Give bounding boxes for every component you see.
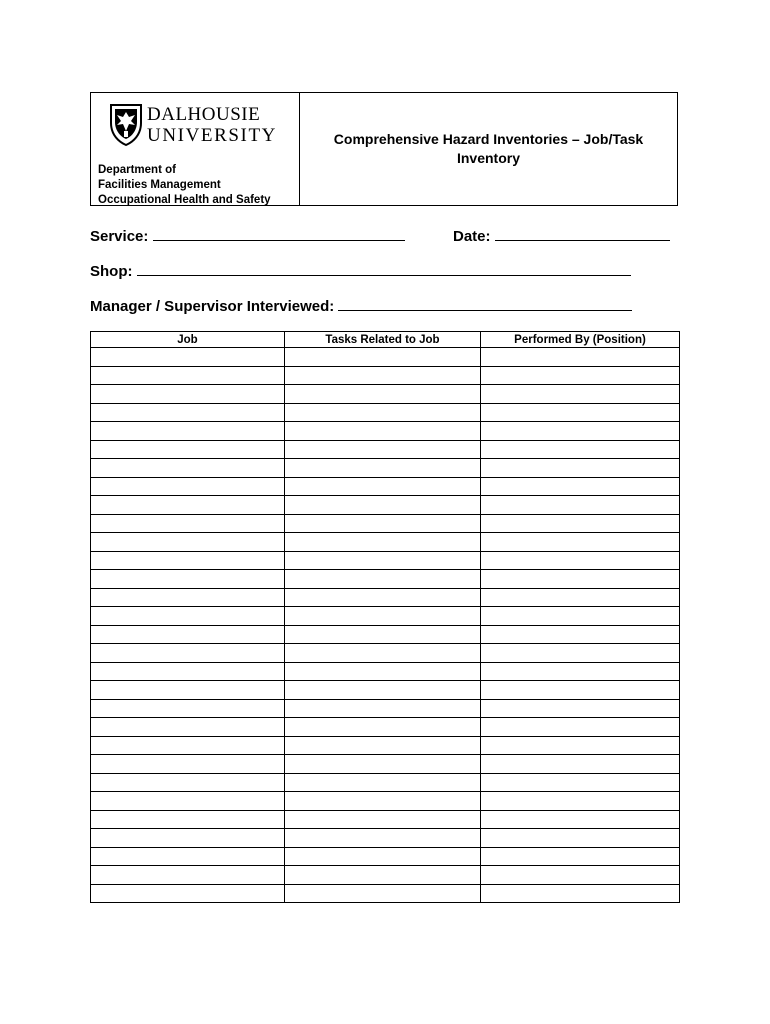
job-cell[interactable] [91,792,285,811]
tasks-cell[interactable] [285,385,481,404]
tasks-cell[interactable] [285,773,481,792]
performed-by-cell[interactable] [481,866,680,885]
job-cell[interactable] [91,625,285,644]
column-header-performed-by: Performed By (Position) [481,332,680,348]
job-cell[interactable] [91,718,285,737]
performed-by-cell[interactable] [481,403,680,422]
date-field[interactable] [453,226,670,245]
job-cell[interactable] [91,884,285,903]
tasks-cell[interactable] [285,884,481,903]
performed-by-cell[interactable] [481,625,680,644]
tasks-cell[interactable] [285,810,481,829]
tasks-cell[interactable] [285,847,481,866]
job-cell[interactable] [91,403,285,422]
manager-field[interactable] [90,296,632,315]
tasks-cell[interactable] [285,718,481,737]
table-row [91,607,680,626]
table-row [91,533,680,552]
performed-by-cell[interactable] [481,829,680,848]
tasks-cell[interactable] [285,625,481,644]
performed-by-cell[interactable] [481,348,680,367]
performed-by-cell[interactable] [481,366,680,385]
table-row [91,385,680,404]
table-row [91,662,680,681]
table-row [91,773,680,792]
tasks-cell[interactable] [285,699,481,718]
tasks-cell[interactable] [285,866,481,885]
table-row [91,829,680,848]
job-cell[interactable] [91,440,285,459]
table-row [91,866,680,885]
job-cell[interactable] [91,810,285,829]
table-row [91,477,680,496]
table-row [91,588,680,607]
performed-by-cell[interactable] [481,422,680,441]
manager-input-line[interactable] [338,296,632,311]
performed-by-cell[interactable] [481,644,680,663]
institution-block [91,93,300,205]
job-task-table [90,331,680,903]
tasks-cell[interactable] [285,792,481,811]
performed-by-cell[interactable] [481,773,680,792]
table-row [91,440,680,459]
job-cell[interactable] [91,644,285,663]
shop-input-line[interactable] [137,261,631,276]
performed-by-cell[interactable] [481,718,680,737]
job-cell[interactable] [91,496,285,515]
performed-by-cell[interactable] [481,385,680,404]
job-cell[interactable] [91,755,285,774]
logo-line-1: DALHOUSIE [147,104,261,125]
tasks-cell[interactable] [285,477,481,496]
table-row [91,644,680,663]
job-cell[interactable] [91,736,285,755]
table-row [91,699,680,718]
shop-label: Shop: [90,263,133,280]
job-cell[interactable] [91,551,285,570]
job-cell[interactable] [91,699,285,718]
job-cell[interactable] [91,847,285,866]
column-header-tasks: Tasks Related to Job [285,332,481,348]
tasks-cell[interactable] [285,422,481,441]
table-row [91,810,680,829]
table-row [91,736,680,755]
performed-by-cell[interactable] [481,496,680,515]
table-row [91,755,680,774]
performed-by-cell[interactable] [481,792,680,811]
performed-by-cell[interactable] [481,570,680,589]
university-crest-icon [109,103,143,147]
table-row [91,551,680,570]
department-line: Facilities Management [98,179,221,191]
tasks-cell[interactable] [285,588,481,607]
tasks-cell[interactable] [285,755,481,774]
job-cell[interactable] [91,662,285,681]
tasks-cell[interactable] [285,533,481,552]
column-header-job: Job [91,332,285,348]
performed-by-cell[interactable] [481,699,680,718]
table-row [91,681,680,700]
performed-by-cell[interactable] [481,755,680,774]
table-row [91,459,680,478]
performed-by-cell[interactable] [481,477,680,496]
performed-by-cell[interactable] [481,533,680,552]
performed-by-cell[interactable] [481,588,680,607]
table-row [91,422,680,441]
performed-by-cell[interactable] [481,736,680,755]
table-row [91,847,680,866]
tasks-cell[interactable] [285,644,481,663]
tasks-cell[interactable] [285,403,481,422]
tasks-cell[interactable] [285,736,481,755]
logo-line-2: UNIVERSITY [147,125,277,146]
table-row [91,403,680,422]
job-cell[interactable] [91,385,285,404]
date-label: Date: [453,228,491,245]
tasks-cell[interactable] [285,496,481,515]
form-title-line-1: Comprehensive Hazard Inventories – Job/Task [333,131,644,147]
performed-by-cell[interactable] [481,662,680,681]
tasks-cell[interactable] [285,662,481,681]
tasks-cell[interactable] [285,348,481,367]
tasks-cell[interactable] [285,681,481,700]
table-row [91,792,680,811]
date-input-line[interactable] [495,226,670,241]
tasks-cell[interactable] [285,440,481,459]
performed-by-cell[interactable] [481,514,680,533]
performed-by-cell[interactable] [481,681,680,700]
job-cell[interactable] [91,366,285,385]
job-cell[interactable] [91,422,285,441]
table-row [91,718,680,737]
job-cell[interactable] [91,533,285,552]
tasks-cell[interactable] [285,366,481,385]
job-cell[interactable] [91,459,285,478]
department-line: Occupational Health and Safety [98,194,271,206]
job-cell[interactable] [91,607,285,626]
job-cell[interactable] [91,866,285,885]
university-logo [109,103,277,147]
job-cell[interactable] [91,514,285,533]
form-title-line-2: Inventory [456,150,520,166]
tasks-cell[interactable] [285,514,481,533]
performed-by-cell[interactable] [481,459,680,478]
performed-by-cell[interactable] [481,847,680,866]
performed-by-cell[interactable] [481,884,680,903]
shop-field[interactable] [90,261,631,280]
job-cell[interactable] [91,477,285,496]
service-input-line[interactable] [153,226,405,241]
table-row [91,514,680,533]
table-row [91,366,680,385]
table-row [91,625,680,644]
table-row [91,496,680,515]
performed-by-cell[interactable] [481,551,680,570]
job-cell[interactable] [91,681,285,700]
performed-by-cell[interactable] [481,440,680,459]
service-label: Service: [90,228,149,245]
tasks-cell[interactable] [285,459,481,478]
job-cell[interactable] [91,773,285,792]
performed-by-cell[interactable] [481,810,680,829]
job-cell[interactable] [91,588,285,607]
tasks-cell[interactable] [285,829,481,848]
table-row [91,884,680,903]
tasks-cell[interactable] [285,570,481,589]
form-header [90,92,678,206]
job-cell[interactable] [91,570,285,589]
job-cell[interactable] [91,829,285,848]
performed-by-cell[interactable] [481,607,680,626]
job-cell[interactable] [91,348,285,367]
department-text [98,163,271,208]
table-row [91,570,680,589]
department-line: Department of [98,164,176,176]
form-title-block [300,93,677,205]
manager-label: Manager / Supervisor Interviewed: [90,298,335,315]
tasks-cell[interactable] [285,551,481,570]
table-header-row [91,332,680,348]
tasks-cell[interactable] [285,607,481,626]
table-row [91,348,680,367]
service-field[interactable] [90,226,405,245]
